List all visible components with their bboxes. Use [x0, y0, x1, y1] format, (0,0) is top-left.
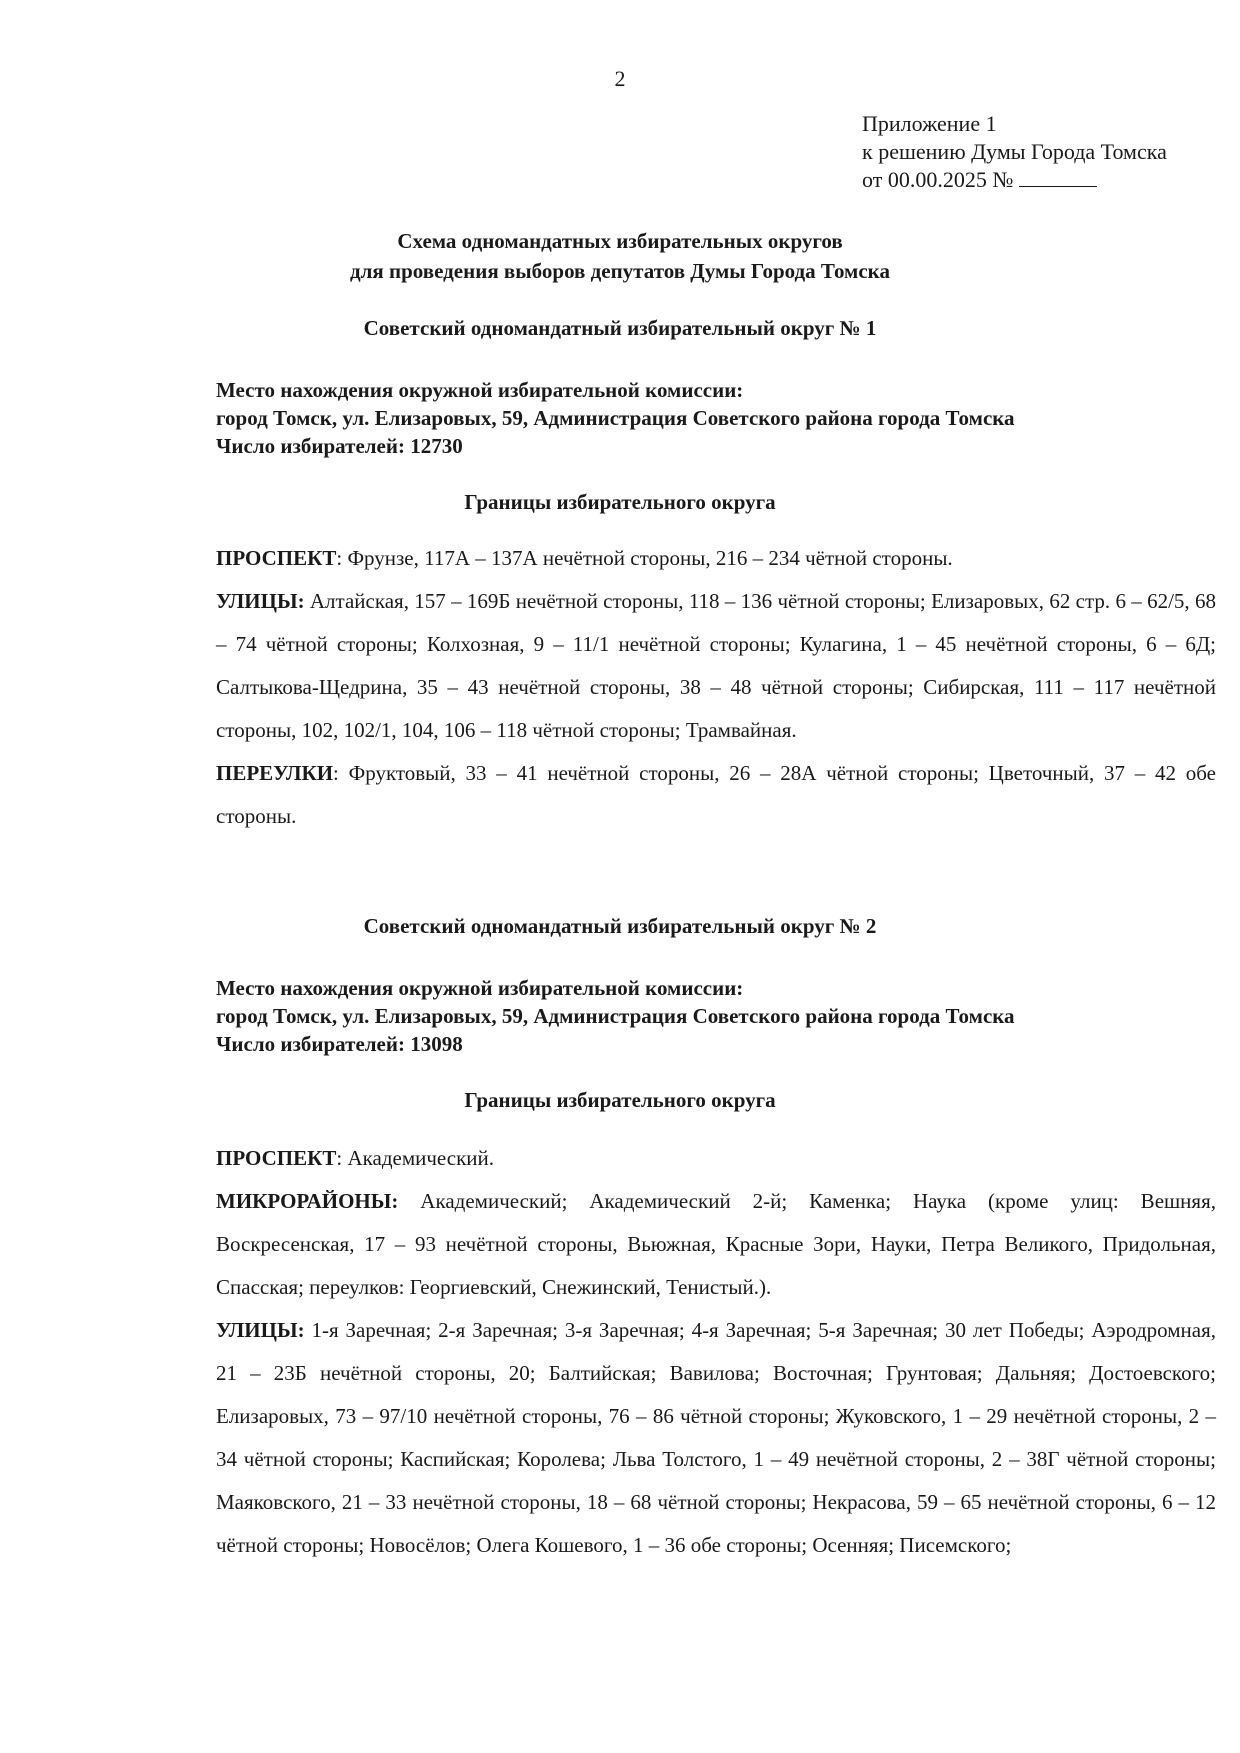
number-blank [1019, 168, 1097, 187]
district-1-address: город Томск, ул. Елизаровых, 59, Администрация Советского района города Томска [216, 406, 1015, 430]
appendix-block [862, 110, 1167, 194]
streets-label: УЛИЦЫ: [216, 1318, 305, 1342]
district-2-address: город Томск, ул. Елизаровых, 59, Администрация Советского района города Томска [216, 1004, 1015, 1028]
prospect-label: ПРОСПЕКТ [216, 546, 337, 570]
district-2-streets [216, 1309, 1216, 1567]
lanes-text: : Фруктовый, 33 – 41 нечётной стороны, 26 – 28А чётной стороны; Цветочный, 37 – 42 обе стороны. [216, 761, 1216, 828]
appendix-line-2: к решению Думы Города Томска [862, 139, 1167, 164]
district-2-bounds [216, 1137, 1216, 1567]
district-1-lanes [216, 752, 1216, 838]
district-2-bounds-heading: Границы избирательного округа [464, 1088, 776, 1112]
district-1-prospect [216, 537, 1216, 580]
prospect-label: ПРОСПЕКТ [216, 1146, 337, 1170]
document-title [0, 226, 1240, 286]
district-2-prospect [216, 1137, 1216, 1180]
page-number: 2 [614, 66, 626, 91]
appendix-line-3 [862, 166, 1167, 194]
title-line-1: Схема одномандатных избирательных округов [397, 229, 843, 253]
title-line-2: для проведения выборов депутатов Думы Города Томска [350, 259, 890, 283]
district-1-voters: Число избирателей: 12730 [216, 434, 463, 458]
district-1-heading: Советский одномандатный избирательный округ № 1 [363, 316, 877, 340]
district-1-location-label: Место нахождения окружной избирательной комиссии: [216, 378, 744, 402]
appendix-date: от 00.00.2025 № [862, 167, 1014, 192]
lanes-label: ПЕРЕУЛКИ [216, 761, 334, 785]
district-1-streets [216, 580, 1216, 752]
district-1-bounds [216, 537, 1216, 838]
district-1-info [216, 376, 1226, 460]
micro-label: МИКРОРАЙОНЫ: [216, 1189, 399, 1213]
streets-text: Алтайская, 157 – 169Б нечётной стороны, 118 – 136 чётной стороны; Елизаровых, 62 стр. 6 – 62/5, 68 – 74 чётной стороны; Колхозная, 9 – 11/1 нечётной стороны; Кулагина, 1 – 45 нечётной стороны, 6 – 6Д; Салтыкова-Щедрина, 35 – 43 нечётной стороны, 38 – 48 чётной стороны; Сибирская, 111 – 117 нечётной стороны, 102, 102/1, 104, 106 – 118 чётной стороны; Трамвайная. [216, 589, 1216, 742]
prospect-text: : Фрунзе, 117А – 137А нечётной стороны, 216 – 234 чётной стороны. [336, 546, 953, 570]
prospect-text: : Академический. [336, 1146, 495, 1170]
appendix-line-1: Приложение 1 [862, 111, 997, 136]
district-2-microdistricts [216, 1180, 1216, 1309]
district-2-info [216, 974, 1226, 1058]
streets-text: 1-я Заречная; 2-я Заречная; 3-я Заречная; 4-я Заречная; 5-я Заречная; 30 лет Победы; Аэродромная, 21 – 23Б нечётной стороны, 20; Балтийская; Вавилова; Восточная; Грунтовая; Дальняя; Достоевского; Елизаровых, 73 – 97/10 нечётной стороны, 76 – 86 чётной стороны; Жуковского, 1 – 29 нечётной стороны, 2 – 34 чётной стороны; Каспийская; Королева; Льва Толстого, 1 – 49 нечётной стороны, 2 – 38Г чётной стороны; Маяковского, 21 – 33 нечётной стороны, 18 – 68 чётной стороны; Некрасова, 59 – 65 нечётной стороны, 6 – 12 чётной стороны; Новосёлов; Олега Кошевого, 1 – 36 обе стороны; Осенняя; Писемского; [216, 1318, 1216, 1557]
streets-label: УЛИЦЫ: [216, 589, 305, 613]
district-1-bounds-heading: Границы избирательного округа [464, 490, 776, 514]
district-2-heading: Советский одномандатный избирательный округ № 2 [363, 914, 877, 938]
micro-text: Академический; Академический 2-й; Каменка; Наука (кроме улиц: Вешняя, Воскресенская, 17 – 93 нечётной стороны, Вьюжная, Красные Зори, Науки, Петра Великого, Придольная, Спасская; переулков: Георгиевский, Снежинский, Тенистый.). [216, 1189, 1216, 1299]
district-2-location-label: Место нахождения окружной избирательной комиссии: [216, 976, 744, 1000]
district-2-voters: Число избирателей: 13098 [216, 1032, 463, 1056]
